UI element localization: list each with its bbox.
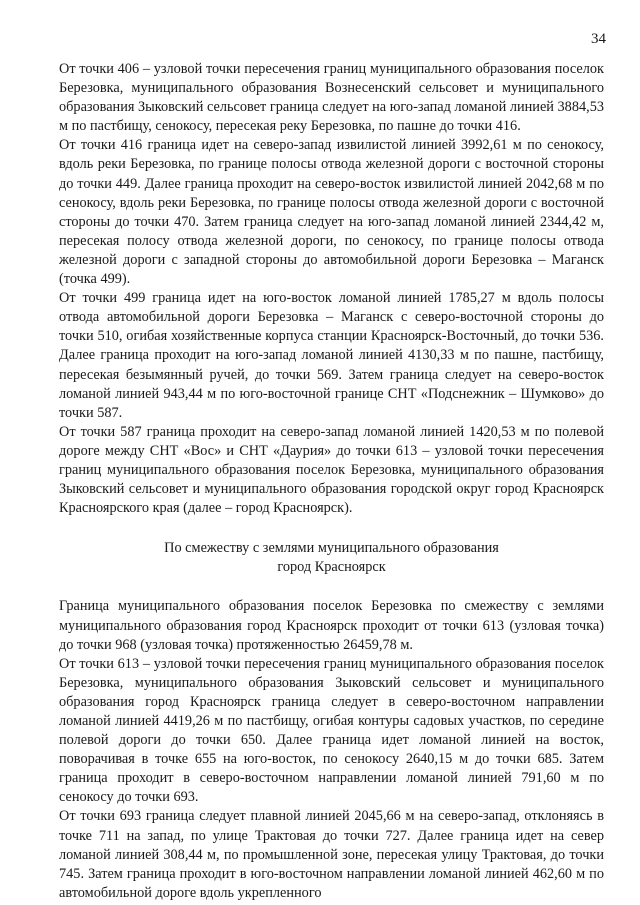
paragraph-point-416: От точки 416 граница идет на северо-запад извилистой линией 3992,61 м по сенокосу, вдоль реки Березовка, по границе полосы отвода железной дороги с восточной стороны до точки 449. Далее граница проходит на северо-восток извилистой линией 2042,68 м по сенокосу, вдоль реки Березовка, по границе полосы отвода железной дороги с восточной стороны до точки 470. Затем граница следует на юго-запад ломаной линией 2344,42 м, пересекая полосу отвода железной дороги, по сенокосу, по границе полосы отвода железной дороги с западной стороны до автомобильной дороги Березовка – Маганск (точка 499).: [59, 137, 604, 288]
section-heading: [59, 539, 604, 577]
paragraph-point-693: От точки 693 граница следует плавной линией 2045,66 м на северо-запад, отклоняясь в точке 711 на запад, по улице Трактовая до точки 727. Далее граница идет на север ломаной линией 308,44 м, по промышленной зоне, пересекая улицу Трактовая, до точки 745. Затем граница проходит в юго-восточном направлении ломаной линией 462,60 м по автомобильной дороге вдоль укрепленного: [59, 808, 604, 901]
paragraph-point-587: От точки 587 граница проходит на северо-запад ломаной линией 1420,53 м по полевой дороге между СНТ «Вос» и СНТ «Даурия» до точки 613 – узловой точки пересечения границ муниципального образования поселок Березовка, муниципального образования Зыковский сельсовет и муниципального образования городской округ город Красноярск Красноярского края (далее – город Красноярск).: [59, 423, 604, 517]
paragraph-point-613: От точки 613 – узловой точки пересечения границ муниципального образования поселок Березовка, муниципального образования Зыковский сельсовет и муниципального образования город Красноярск граница следует в северо-восточном направлении ломаной линией 4419,26 м по пастбищу, огибая контуры садовых участков, по середине полевой дороги до точки 650. Далее граница идет ломаной линией на восток, поворачивая в точке 655 на юго-восток, по сенокосу 2640,15 м до точки 685. Затем граница проходит в северо-восточном направлении ломаной линией 791,60 м по сенокосу до точки 693.: [59, 655, 604, 806]
paragraph-krasnoyarsk-summary: Граница муниципального образования поселок Березовка по смежеству с землями муниципального образования город Красноярск проходит от точки 613 (узловая точка) до точки 968 (узловая точка) протяженностью 26459,78 м.: [59, 598, 604, 653]
page-number: 34: [591, 31, 606, 47]
section-heading-line-2: город Красноярск: [277, 559, 386, 576]
paragraph-point-499: От точки 499 граница идет на юго-восток ломаной линией 1785,27 м вдоль полосы отвода автомобильной дороги Березовка – Маганск с северо-восточной стороны до точки 510, огибая хозяйственные корпуса станции Красноярск-Восточный, до точки 536. Далее граница проходит на юго-запад ломаной линией 4130,33 м по пашне, пастбищу, пересекая безымянный ручей, до точки 569. Затем граница следует на северо-восток ломаной линией 943,44 м по юго-восточной границе СНТ «Подснежник – Шумково» до точки 587.: [59, 290, 604, 421]
section-heading-line-1: По смежеству с землями муниципального образования: [164, 540, 499, 557]
paragraph-point-406: От точки 406 – узловой точки пересечения границ муниципального образования поселок Березовка, муниципального образования Вознесенский сельсовет и муниципального образования Зыковский сельсовет граница следует на юго-запад ломаной линией 3884,53 м по пастбищу, сенокосу, пересекая реку Березовка, по пашне до точки 416.: [59, 61, 604, 135]
document-body: [59, 60, 604, 903]
